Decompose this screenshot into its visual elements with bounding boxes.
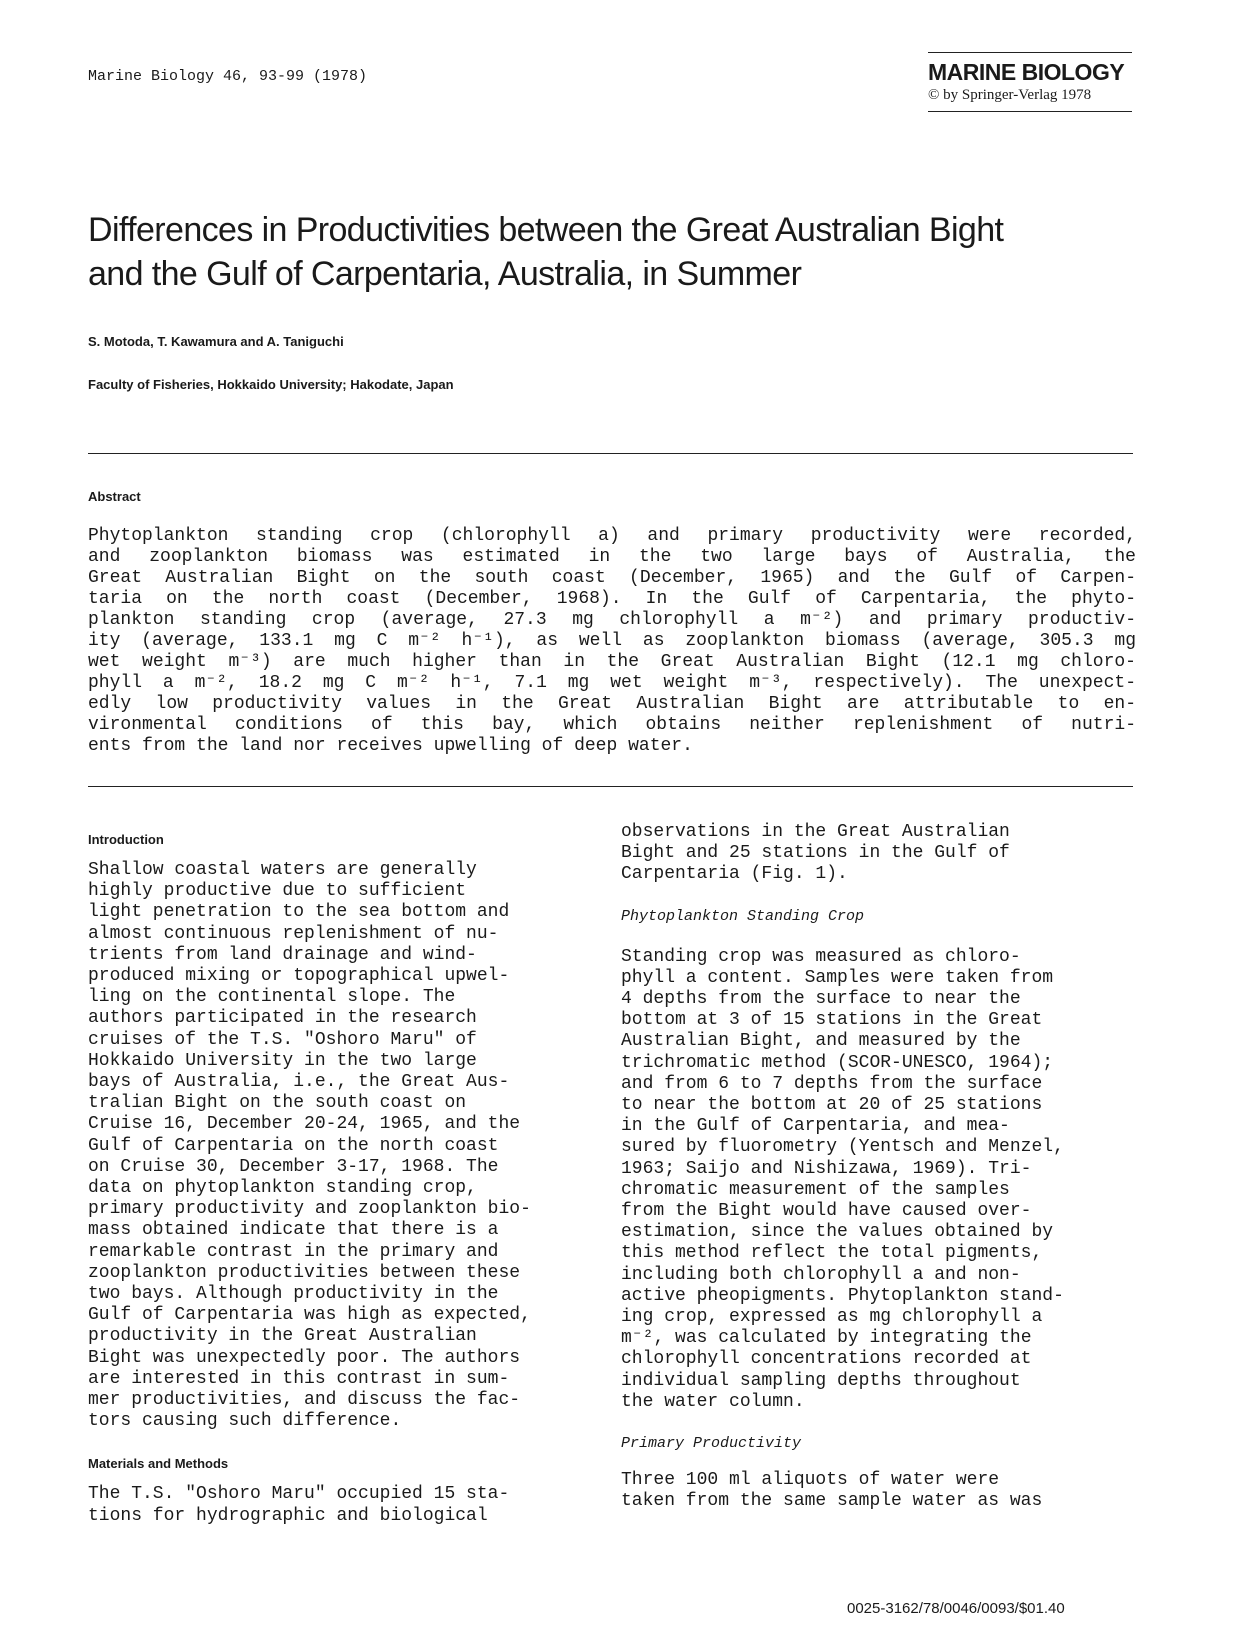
text-line: 4 depths from the surface to near the xyxy=(621,989,1021,1010)
abstract-line: plankton standing crop (average, 27.3 mg chlorophyll a m⁻²) and primary productiv- xyxy=(88,610,1136,630)
primary-productivity-subheading: Primary Productivity xyxy=(621,1435,802,1453)
text-line: on Cruise 30, December 3-17, 1968. The xyxy=(88,1156,499,1177)
journal-citation: Marine Biology 46, 93-99 (1978) xyxy=(88,68,368,85)
author-affiliation: Faculty of Fisheries, Hokkaido University; Hakodate, Japan xyxy=(88,377,454,392)
text-line: m⁻², was calculated by integrating the xyxy=(621,1328,1032,1349)
text-line: individual sampling depths throughout xyxy=(621,1370,1021,1391)
text-line: trients from land drainage and wind- xyxy=(88,944,477,965)
text-line: Three 100 ml aliquots of water were xyxy=(621,1470,1000,1491)
text-line: estimation, since the values obtained by xyxy=(621,1222,1054,1243)
text-line: mer productivities, and discuss the fac- xyxy=(88,1390,521,1411)
abstract-line: and zooplankton biomass was estimated in the two large bays of Australia, the xyxy=(88,547,1136,567)
text-line: light penetration to the sea bottom and xyxy=(88,902,510,923)
text-line: productivity in the Great Australian xyxy=(88,1326,477,1347)
text-line: the water column. xyxy=(621,1391,805,1412)
divider xyxy=(88,453,1133,454)
journal-masthead xyxy=(928,52,1132,112)
text-line: tralian Bight on the south coast on xyxy=(88,1093,467,1114)
methods-continuation xyxy=(621,822,1121,886)
abstract-line: wet weight m⁻³) are much higher than in the Great Australian Bight (12.1 mg chloro- xyxy=(88,652,1136,672)
title-line: Differences in Productivities between the Great Australian Bight xyxy=(88,211,1004,249)
text-line: 1963; Saijo and Nishizawa, 1969). Tri- xyxy=(621,1158,1032,1179)
text-line: bays of Australia, i.e., the Great Aus- xyxy=(88,1072,510,1093)
text-line: phyll a content. Samples were taken from xyxy=(621,967,1054,988)
divider xyxy=(88,786,1133,787)
text-line: chlorophyll concentrations recorded at xyxy=(621,1349,1032,1370)
author-list: S. Motoda, T. Kawamura and A. Taniguchi xyxy=(88,334,344,349)
journal-name: MARINE BIOLOGY xyxy=(928,59,1125,85)
text-line: taken from the same sample water as was xyxy=(621,1491,1043,1512)
text-line: Shallow coastal waters are generally xyxy=(88,860,477,880)
abstract-line: phyll a m⁻², 18.2 mg C m⁻² h⁻¹, 7.1 mg wet weight m⁻³, respectively). The unexpect- xyxy=(88,673,1136,693)
introduction-body xyxy=(88,860,588,1432)
abstract-line: edly low productivity values in the Great Australian Bight are attributable to en- xyxy=(88,694,1136,714)
text-line: ling on the continental slope. The xyxy=(88,987,456,1008)
text-line: in the Gulf of Carpentaria, and mea- xyxy=(621,1116,1010,1137)
publisher-copyright: © by Springer-Verlag 1978 xyxy=(928,87,1092,103)
issn-code: 0025-3162/78/0046/0093/$01.40 xyxy=(847,1600,1065,1617)
abstract-line: Great Australian Bight on the south coast (December, 1965) and the Gulf of Carpen- xyxy=(88,568,1136,588)
text-line: to near the bottom at 20 of 25 stations xyxy=(621,1095,1043,1116)
text-line: sured by fluorometry (Yentsch and Menzel, xyxy=(621,1137,1064,1158)
left-column xyxy=(88,830,588,1527)
text-line: Bight was unexpectedly poor. The authors xyxy=(88,1347,521,1368)
text-line: zooplankton productivities between these xyxy=(88,1262,521,1283)
text-line: Carpentaria (Fig. 1). xyxy=(621,864,848,885)
text-line: ing crop, expressed as mg chlorophyll a xyxy=(621,1307,1043,1328)
text-line: authors participated in the research xyxy=(88,1008,477,1029)
text-line: observations in the Great Australian xyxy=(621,822,1010,842)
title-line: and the Gulf of Carpentaria, Australia, in Summer xyxy=(88,255,802,293)
text-line: produced mixing or topographical upwel- xyxy=(88,966,510,987)
abstract-heading: Abstract xyxy=(88,489,141,504)
text-line: Cruise 16, December 20-24, 1965, and the xyxy=(88,1114,521,1135)
materials-methods-heading: Materials and Methods xyxy=(88,1456,229,1472)
text-line: Gulf of Carpentaria on the north coast xyxy=(88,1135,499,1156)
text-line: Australian Bight, and measured by the xyxy=(621,1031,1021,1052)
abstract-line: Phytoplankton standing crop (chlorophyll a) and primary productivity were recorded, xyxy=(88,526,1136,546)
text-line: primary productivity and zooplankton bio- xyxy=(88,1199,531,1220)
text-line: are interested in this contrast in sum- xyxy=(88,1368,510,1389)
text-line: this method reflect the total pigments, xyxy=(621,1243,1043,1264)
introduction-heading: Introduction xyxy=(88,832,164,847)
abstract-line: ents from the land nor receives upwelling of deep water. xyxy=(88,736,693,756)
text-line: including both chlorophyll a and non- xyxy=(621,1264,1021,1285)
abstract-line: vironmental conditions of this bay, which obtains neither replenishment of nutri- xyxy=(88,715,1136,735)
text-line: chromatic measurement of the samples xyxy=(621,1179,1010,1200)
phytoplankton-body xyxy=(621,947,1121,1413)
phytoplankton-subheading: Phytoplankton Standing Crop xyxy=(621,907,865,925)
text-line: two bays. Although productivity in the xyxy=(88,1284,499,1305)
text-line: and from 6 to 7 depths from the surface xyxy=(621,1073,1043,1094)
text-line: from the Bight would have caused over- xyxy=(621,1201,1032,1222)
primary-productivity-body xyxy=(621,1470,1121,1512)
abstract-body xyxy=(88,526,1136,757)
text-line: mass obtained indicate that there is a xyxy=(88,1220,499,1241)
text-line: cruises of the T.S. "Oshoro Maru" of xyxy=(88,1029,477,1050)
text-line: Standing crop was measured as chloro- xyxy=(621,946,1021,967)
text-line: trichromatic method (SCOR-UNESCO, 1964); xyxy=(621,1052,1054,1073)
abstract-line: taria on the north coast (December, 1968). In the Gulf of Carpentaria, the phyto- xyxy=(88,589,1136,609)
text-line: The T.S. "Oshoro Maru" occupied 15 sta- xyxy=(88,1484,510,1505)
article-title xyxy=(88,208,1088,296)
right-column xyxy=(621,822,1121,1512)
abstract-line: ity (average, 133.1 mg C m⁻² h⁻¹), as well as zooplankton biomass (average, 305.3 mg xyxy=(88,631,1136,651)
text-line: Hokkaido University in the two large xyxy=(88,1050,477,1071)
text-line: almost continuous replenishment of nu- xyxy=(88,923,499,944)
text-line: tions for hydrographic and biological xyxy=(88,1505,488,1526)
text-line: remarkable contrast in the primary and xyxy=(88,1241,499,1262)
text-line: data on phytoplankton standing crop, xyxy=(88,1178,477,1199)
text-line: highly productive due to sufficient xyxy=(88,881,467,902)
text-line: bottom at 3 of 15 stations in the Great xyxy=(621,1010,1043,1031)
text-line: Bight and 25 stations in the Gulf of xyxy=(621,843,1010,864)
text-line: Gulf of Carpentaria was high as expected, xyxy=(88,1305,531,1326)
text-line: active pheopigments. Phytoplankton stand- xyxy=(621,1285,1064,1306)
text-line: tors causing such difference. xyxy=(88,1411,402,1432)
materials-methods-body xyxy=(88,1484,588,1526)
